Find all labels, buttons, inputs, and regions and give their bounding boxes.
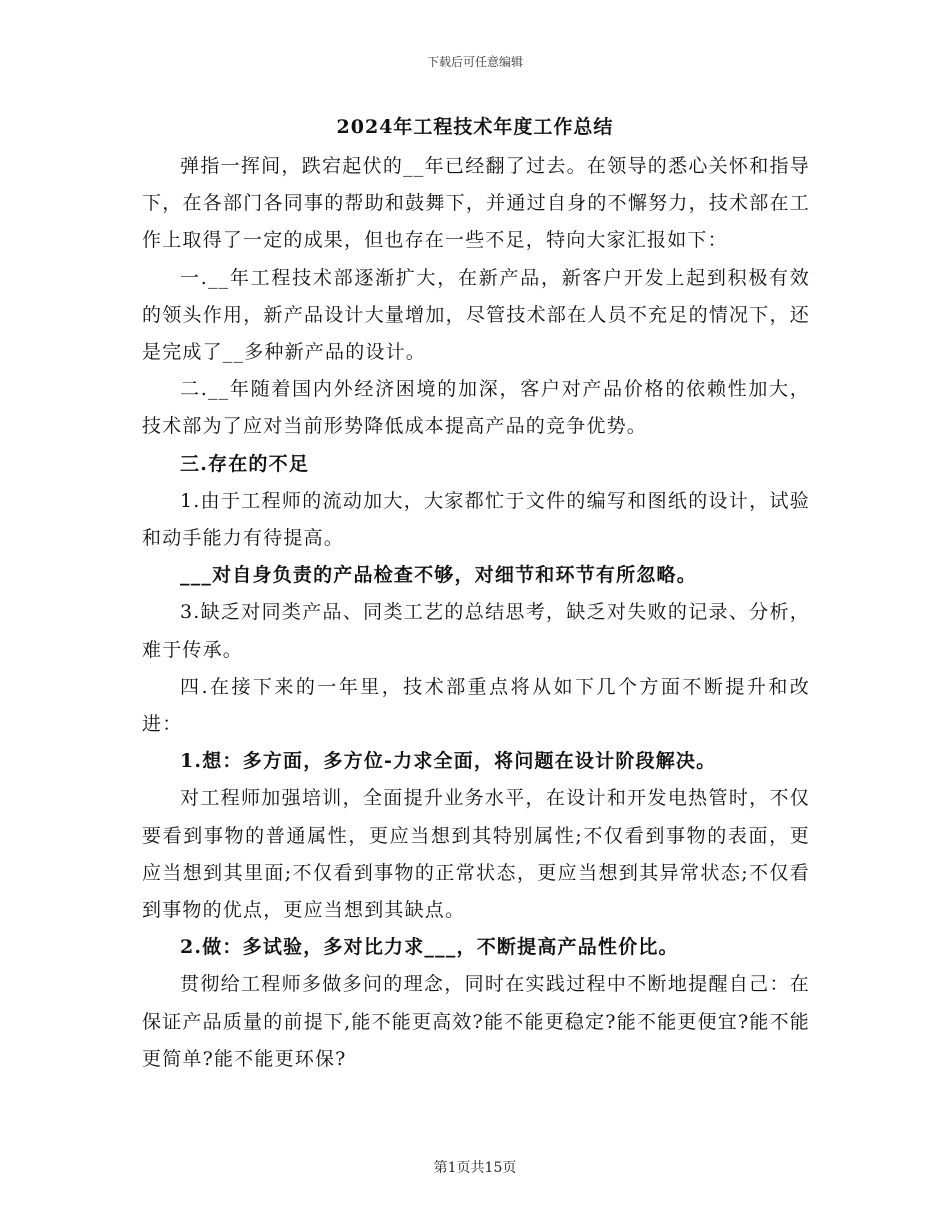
- shortcoming-item-3: 3.缺乏对同类产品、同类工艺的总结思考，缺乏对失败的记录、分析，难于传承。: [142, 601, 810, 661]
- header-note: 下载后可任意编辑: [426, 55, 523, 69]
- section-four-paragraph: 四.在接下来的一年里，技术部重点将从如下几个方面不断提升和改进：: [142, 675, 810, 736]
- section-two-paragraph: 二.__年随着国内外经济困境的加深，客户对产品价格的依赖性加大，技术部为了应对当前形势降低成本提高产品的竞争优势。: [142, 378, 810, 438]
- improvement-body-1: 对工程师加强培训，全面提升业务水平，在设计和开发电热管时，不仅要看到事物的普通属性，更应当想到其特别属性;不仅看到事物的表面，更应当想到其里面;不仅看到事物的正常状态，更应当想到其异常状态;不仅看到事物的优点，更应当想到其缺点。: [142, 787, 810, 922]
- document-title: 2024年工程技术年度工作总结: [336, 116, 614, 138]
- shortcoming-item-2: ___对自身负责的产品检查不够，对细节和环节有所忽略。: [180, 564, 697, 587]
- improvement-heading-2: 2.做：多试验，多对比力求___，不断提高产品性价比。: [180, 936, 679, 959]
- improvement-body-2: 贯彻给工程师多做多问的理念，同时在实践过程中不断地提醒自己：在保证产品质量的前提下,能不能更高效?能不能更稳定?能不能更便宜?能不能更简单?能不能更环保?: [142, 973, 810, 1070]
- section-one-paragraph: 一.__年工程技术部逐渐扩大，在新产品，新客户开发上起到积极有效的领头作用，新产品设计大量增加，尽管技术部在人员不充足的情况下，还是完成了__多种新产品的设计。: [142, 266, 810, 364]
- improvement-heading-1: 1.想：多方面，多方位-力求全面，将问题在设计阶段解决。: [180, 750, 717, 773]
- intro-paragraph: 弹指一挥间，跌宕起伏的__年已经翻了过去。在领导的悉心关怀和指导下，在各部门各同事的帮助和鼓舞下，并通过自身的不懈努力，技术部在工作上取得了一定的成果，但也存在一些不足，特向大家汇报如下：: [142, 155, 810, 252]
- page-footer: 第1页共15页: [433, 1160, 517, 1176]
- shortcoming-item-1: 1.由于工程师的流动加大，大家都忙于文件的编写和图纸的设计，试验和动手能力有待提高。: [142, 489, 810, 550]
- section-three-heading: 三.存在的不足: [180, 452, 310, 475]
- document-body: [142, 148, 810, 1078]
